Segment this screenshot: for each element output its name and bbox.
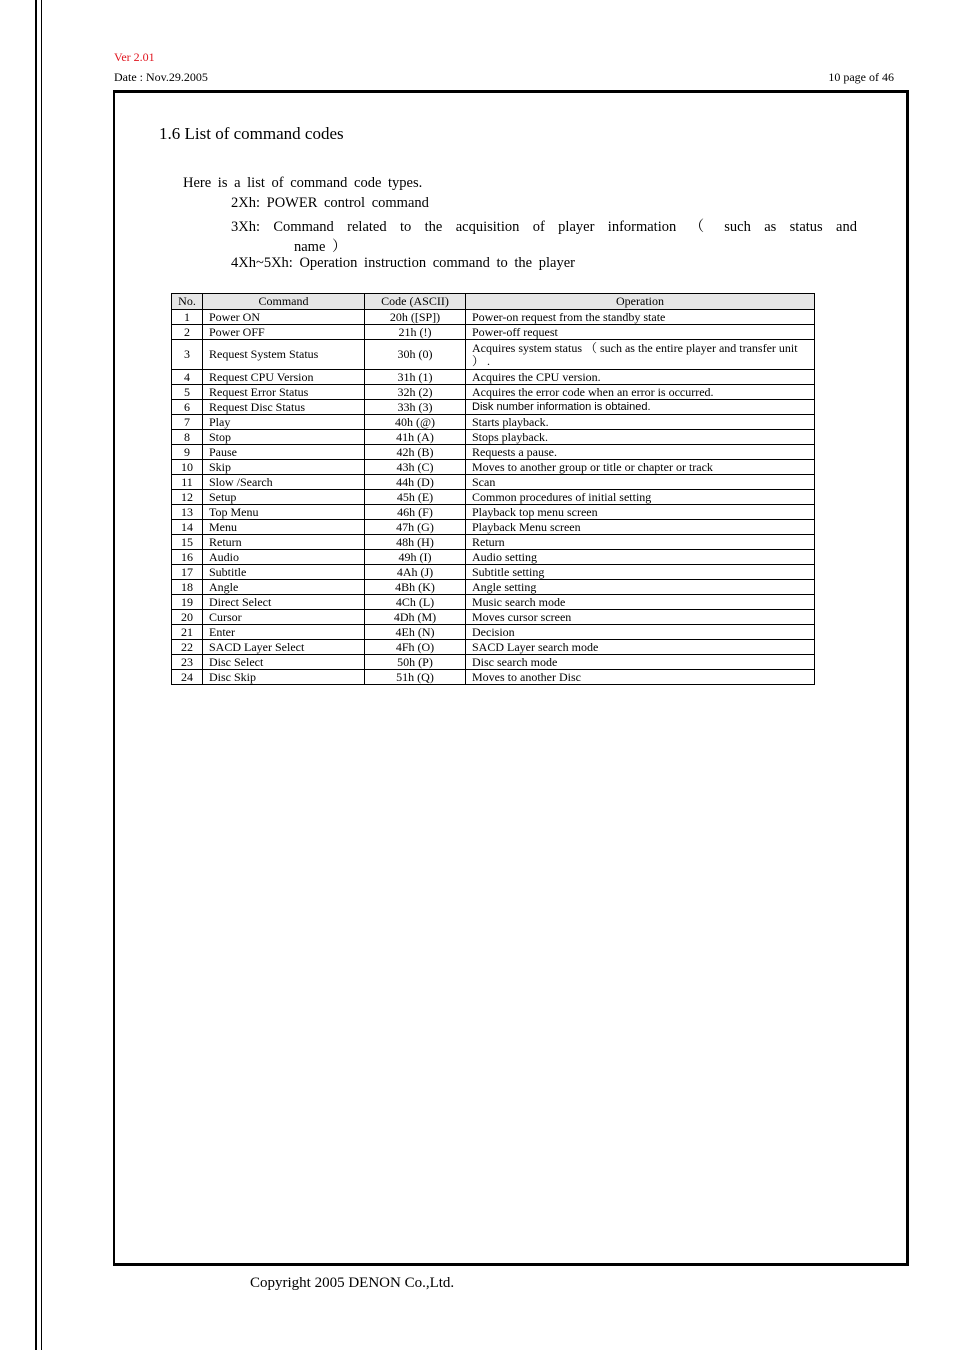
row-code: 4Eh (N)	[365, 625, 466, 640]
table-row	[172, 535, 815, 550]
row-operation: Acquires the CPU version.	[466, 370, 815, 385]
row-code: 47h (G)	[365, 520, 466, 535]
row-command: Enter	[203, 625, 365, 640]
row-operation: Audio setting	[466, 550, 815, 565]
row-command: Angle	[203, 580, 365, 595]
row-code: 4Dh (M)	[365, 610, 466, 625]
row-code: 46h (F)	[365, 505, 466, 520]
row-command: SACD Layer Select	[203, 640, 365, 655]
row-number: 12	[172, 490, 203, 505]
type-item-3xh-continued: name ）	[294, 239, 347, 255]
row-operation: Stops playback.	[466, 430, 815, 445]
table-header-row	[172, 294, 815, 310]
type-item-4xh-5xh: 4Xh~5Xh: Operation instruction command to the player	[231, 255, 575, 271]
table-row	[172, 325, 815, 340]
table-row	[172, 430, 815, 445]
row-code: 21h (!)	[365, 325, 466, 340]
type-item-2xh: 2Xh: POWER control command	[231, 195, 429, 211]
table-row	[172, 370, 815, 385]
type-item-3xh: 3Xh: Command related to the acquisition of player information （ such as status and	[231, 219, 857, 235]
row-command: Slow /Search	[203, 475, 365, 490]
table-body	[172, 310, 815, 685]
row-operation: Return	[466, 535, 815, 550]
header-operation: Operation	[466, 294, 815, 310]
row-code: 4Bh (K)	[365, 580, 466, 595]
section-title: 1.6 List of command codes	[159, 124, 344, 143]
row-number: 1	[172, 310, 203, 325]
row-number: 7	[172, 415, 203, 430]
row-code: 40h (@)	[365, 415, 466, 430]
table-row	[172, 445, 815, 460]
row-number: 18	[172, 580, 203, 595]
row-operation: Subtitle setting	[466, 565, 815, 580]
row-operation: Scan	[466, 475, 815, 490]
row-operation: Power-off request	[466, 325, 815, 340]
row-command: Power ON	[203, 310, 365, 325]
row-operation: Requests a pause.	[466, 445, 815, 460]
row-command: Power OFF	[203, 325, 365, 340]
margin-rule-right	[41, 0, 42, 1350]
row-code: 4Fh (O)	[365, 640, 466, 655]
row-number: 5	[172, 385, 203, 400]
row-operation: Angle setting	[466, 580, 815, 595]
row-command: Request Disc Status	[203, 400, 365, 415]
row-command: Pause	[203, 445, 365, 460]
row-code: 33h (3)	[365, 400, 466, 415]
row-operation: Moves to another Disc	[466, 670, 815, 685]
command-code-table	[171, 293, 815, 685]
header-no: No.	[172, 294, 203, 310]
row-command: Disc Select	[203, 655, 365, 670]
row-command: Request Error Status	[203, 385, 365, 400]
table-row	[172, 415, 815, 430]
row-number: 3	[172, 340, 203, 370]
row-operation: Playback top menu screen	[466, 505, 815, 520]
row-command: Audio	[203, 550, 365, 565]
row-code: 48h (H)	[365, 535, 466, 550]
row-number: 2	[172, 325, 203, 340]
table-row	[172, 595, 815, 610]
row-code: 50h (P)	[365, 655, 466, 670]
row-code: 4Ah (J)	[365, 565, 466, 580]
row-operation: Power-on request from the standby state	[466, 310, 815, 325]
row-operation: Decision	[466, 625, 815, 640]
table-row	[172, 460, 815, 475]
table-row	[172, 475, 815, 490]
row-number: 16	[172, 550, 203, 565]
header-code: Code (ASCII)	[365, 294, 466, 310]
row-number: 13	[172, 505, 203, 520]
header-command: Command	[203, 294, 365, 310]
row-code: 51h (Q)	[365, 670, 466, 685]
row-operation: Starts playback.	[466, 415, 815, 430]
row-command: Top Menu	[203, 505, 365, 520]
row-operation: Music search mode	[466, 595, 815, 610]
row-operation: Moves to another group or title or chapter or track	[466, 460, 815, 475]
table-row	[172, 640, 815, 655]
row-number: 15	[172, 535, 203, 550]
row-code: 30h (0)	[365, 340, 466, 370]
row-operation: Playback Menu screen	[466, 520, 815, 535]
table-row	[172, 670, 815, 685]
table-row	[172, 655, 815, 670]
row-command: Setup	[203, 490, 365, 505]
table-row	[172, 520, 815, 535]
date-label: Date : Nov.29.2005	[114, 70, 208, 84]
version-label: Ver 2.01	[114, 50, 155, 64]
row-code: 20h ([SP])	[365, 310, 466, 325]
row-code: 45h (E)	[365, 490, 466, 505]
row-command: Request System Status	[203, 340, 365, 370]
row-operation: SACD Layer search mode	[466, 640, 815, 655]
row-code: 41h (A)	[365, 430, 466, 445]
table-row	[172, 505, 815, 520]
row-command: Skip	[203, 460, 365, 475]
row-number: 14	[172, 520, 203, 535]
intro-text: Here is a list of command code types.	[183, 175, 423, 191]
row-number: 4	[172, 370, 203, 385]
row-operation: Moves cursor screen	[466, 610, 815, 625]
content-frame	[113, 90, 909, 1266]
row-operation: Disk number information is obtained.	[466, 400, 815, 415]
row-command: Stop	[203, 430, 365, 445]
row-number: 6	[172, 400, 203, 415]
table-row	[172, 385, 815, 400]
row-command: Disc Skip	[203, 670, 365, 685]
row-number: 22	[172, 640, 203, 655]
page-number: 10 page of 46	[828, 70, 894, 84]
row-code: 43h (C)	[365, 460, 466, 475]
row-operation: Disc search mode	[466, 655, 815, 670]
table-row	[172, 550, 815, 565]
row-command: Play	[203, 415, 365, 430]
row-code: 44h (D)	[365, 475, 466, 490]
row-number: 20	[172, 610, 203, 625]
row-command: Subtitle	[203, 565, 365, 580]
table-row	[172, 580, 815, 595]
table-row	[172, 400, 815, 415]
row-number: 17	[172, 565, 203, 580]
row-number: 19	[172, 595, 203, 610]
row-code: 42h (B)	[365, 445, 466, 460]
row-operation: Acquires the error code when an error is occurred.	[466, 385, 815, 400]
row-number: 11	[172, 475, 203, 490]
row-code: 4Ch (L)	[365, 595, 466, 610]
table-row	[172, 610, 815, 625]
table-row	[172, 340, 815, 370]
row-command: Cursor	[203, 610, 365, 625]
row-operation: Common procedures of initial setting	[466, 490, 815, 505]
row-code: 31h (1)	[365, 370, 466, 385]
copyright: Copyright 2005 DENON Co.,Ltd.	[250, 1275, 455, 1291]
row-number: 9	[172, 445, 203, 460]
row-number: 23	[172, 655, 203, 670]
row-code: 49h (I)	[365, 550, 466, 565]
table-row	[172, 490, 815, 505]
row-command: Direct Select	[203, 595, 365, 610]
row-number: 21	[172, 625, 203, 640]
row-command: Return	[203, 535, 365, 550]
row-command: Request CPU Version	[203, 370, 365, 385]
row-number: 24	[172, 670, 203, 685]
row-number: 8	[172, 430, 203, 445]
row-command: Menu	[203, 520, 365, 535]
table-row	[172, 565, 815, 580]
row-number: 10	[172, 460, 203, 475]
row-operation: Acquires system status （ such as the entire player and transfer unit ） .	[466, 340, 815, 370]
margin-rule-left	[35, 0, 37, 1350]
row-code: 32h (2)	[365, 385, 466, 400]
table-row	[172, 310, 815, 325]
table-row	[172, 625, 815, 640]
